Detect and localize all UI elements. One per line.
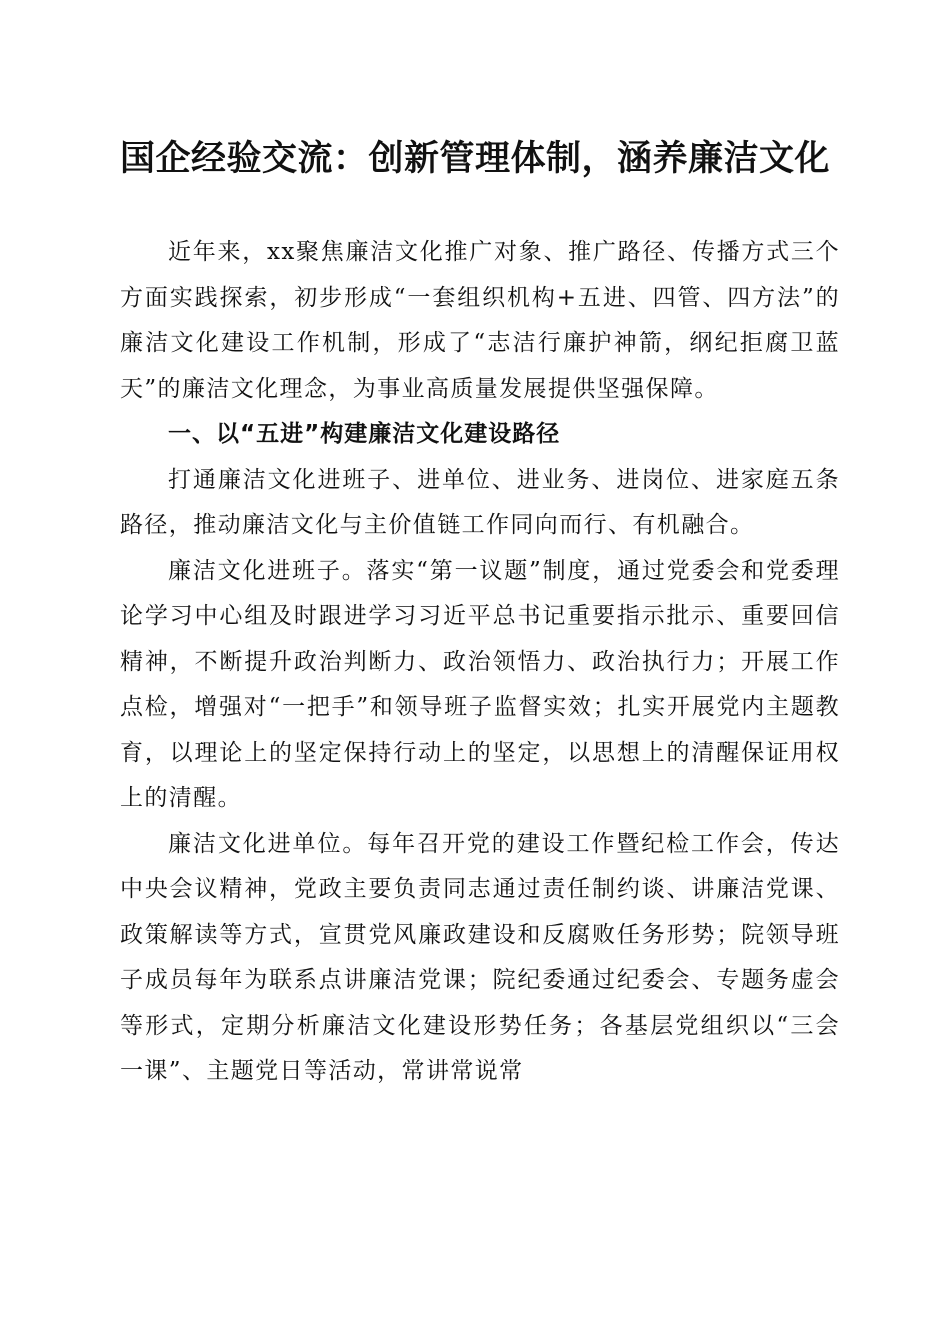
intro-paragraph: 近年来，xx聚焦廉洁文化推广对象、推广路径、传播方式三个方面实践探索，初步形成“一套组织机构+五进、四管、四方法”的廉洁文化建设工作机制，形成了“志洁行廉护神箭，纲纪拒腐卫蓝天”的廉洁文化理念，为事业高质量发展提供坚强保障。 bbox=[120, 239, 840, 402]
leadership-paragraph: 廉洁文化进班子。落实“第一议题”制度，通过党委会和党委理论学习中心组及时跟进学习习近平总书记重要指示批示、重要回信精神，不断提升政治判断力、政治领悟力、政治执行力；开展工作点检，增强对“一把手”和领导班子监督实效；扎实开展党内主题教育，以理论上的坚定保持行动上的坚定，以思想上的清醒保证用权上的清醒。 bbox=[120, 557, 840, 811]
document-body bbox=[120, 230, 840, 1095]
document-title: 国企经验交流：创新管理体制，涵养廉洁文化 bbox=[119, 138, 830, 179]
section-1-summary-paragraph: 打通廉洁文化进班子、进单位、进业务、进岗位、进家庭五条路径，推动廉洁文化与主价值链工作同向而行、有机融合。 bbox=[120, 466, 840, 538]
unit-paragraph: 廉洁文化进单位。每年召开党的建设工作暨纪检工作会，传达中央会议精神，党政主要负责同志通过责任制约谈、讲廉洁党课、政策解读等方式，宣贯党风廉政建设和反腐败任务形势；院领导班子成员每年为联系点讲廉洁党课；院纪委通过纪委会、专题务虚会等形式，定期分析廉洁文化建设形势任务；各基层党组织以“三会一课”、主题党日等活动，常讲常说常 bbox=[120, 830, 840, 1084]
section-heading-1: 一、以“五进”构建廉洁文化建设路径 bbox=[168, 421, 561, 447]
